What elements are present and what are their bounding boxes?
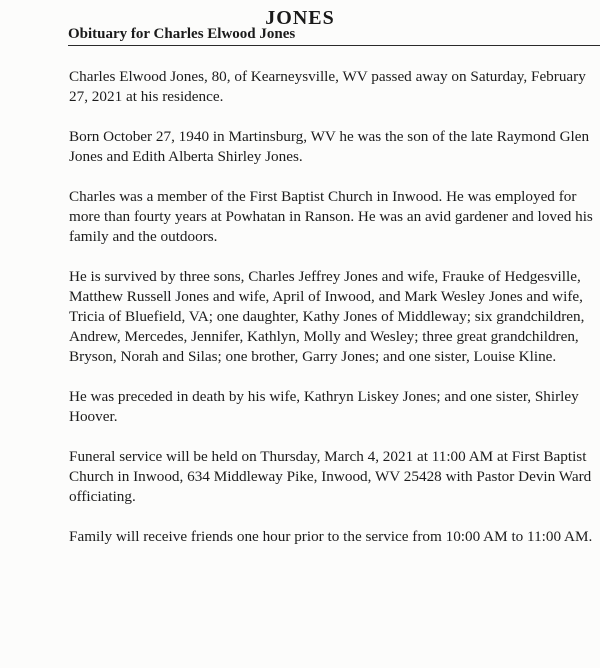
obituary-subtitle: Obituary for Charles Elwood Jones xyxy=(68,26,296,42)
paragraph-survivors: He is survived by three sons, Charles Jeffrey Jones and wife, Frauke of Hedgesville, Matthew Russell Jones and wife, April of Inwood, and Mark Wesley Jones and wife, Tricia of Bluefield, VA; one daughter, Kathy Jones of Middleway; six grandchildren, Andrew, Mercedes, Jennifer, Kathlyn, Molly and Wesley; three great grandchildren, Bryson, Norah and Silas; one brother, Garry Jones; and one sister, Louise Kline. xyxy=(69,268,585,365)
paragraph-birth: Born October 27, 1940 in Martinsburg, WV he was the son of the late Raymond Glen Jones and Edith Alberta Shirley Jones. xyxy=(69,128,590,165)
paragraph-visitation: Family will receive friends one hour prior to the service from 10:00 AM to 11:00 AM. xyxy=(69,528,593,545)
obituary-body xyxy=(69,67,600,567)
paragraph-life: Charles was a member of the First Baptist Church in Inwood. He was employed for more than fourty years at Powhatan in Ranson. He was an avid gardener and loved his family and the outdoors. xyxy=(69,188,593,245)
subtitle-rule xyxy=(68,26,600,46)
page-title: JONES xyxy=(265,7,335,30)
paragraph-funeral: Funeral service will be held on Thursday, March 4, 2021 at 11:00 AM at First Baptist Church in Inwood, 634 Middleway Pike, Inwood, WV 25428 with Pastor Devin Ward officiating. xyxy=(69,448,592,505)
paragraph-passing: Charles Elwood Jones, 80, of Kearneysville, WV passed away on Saturday, February 27, 2021 at his residence. xyxy=(69,68,586,105)
paragraph-preceded: He was preceded in death by his wife, Kathryn Liskey Jones; and one sister, Shirley Hoover. xyxy=(69,388,579,425)
